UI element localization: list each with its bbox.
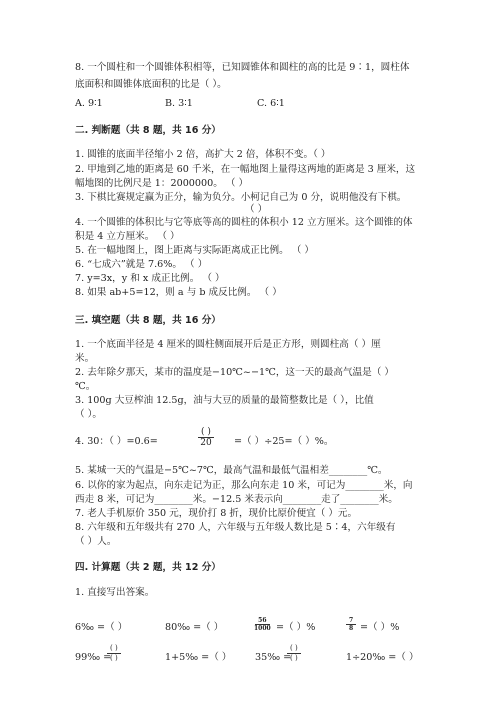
calc-intro: 1. 直接写出答案。 xyxy=(75,587,155,598)
judge-line-5: （ ） xyxy=(245,204,268,215)
fill-q4-fraction-numerator: ( ) xyxy=(198,427,214,438)
fill-q4-fraction-denominator: 20 xyxy=(200,438,212,448)
fill-line-4: ℃。 xyxy=(75,381,96,392)
calc-r1-c4-suffix: =（ ）% xyxy=(360,622,400,633)
fill-q4-prefix: 4. 30：（ ）=0.6= xyxy=(75,436,158,447)
judge-line-1: 1. 圆锥的底面半径缩小 2 倍，高扩大 2 倍，体积不变。（ ） xyxy=(75,149,331,160)
fill-q4-fraction xyxy=(198,427,214,448)
calc-r1-c3-numerator: 56 xyxy=(255,617,269,625)
fill-line-3: 2. 去年除夕那天，某市的温度是−10℃~−1℃，这一天的最高气温是（ ） xyxy=(75,367,394,378)
judge-line-10: 7. y=3x，y 和 x 成正比例。 （ ） xyxy=(75,273,225,284)
calc-r1-c4-numerator: 7 xyxy=(346,617,356,625)
fill-line-9: 西走 8 米，可记为________米。−12.5 米表示向________走了________米。 xyxy=(75,494,398,505)
fill-line-2: 米。 xyxy=(75,353,95,364)
calc-r2-c3-numerator: ( ) xyxy=(287,644,301,654)
judge-line-11: 8. 如果 ab+5=12，则 a 与 b 成反比例。 （ ） xyxy=(75,287,282,298)
q8-option-c: C. 6∶1 xyxy=(257,98,285,109)
fill-line-6: （ ）。 xyxy=(75,409,103,420)
judge-line-7: 积是 4 立方厘米。 （ ） xyxy=(75,231,180,242)
calc-r1-c1: 6‰ =（ ） xyxy=(75,622,128,633)
calc-r2-c1-prefix: 99‰ = xyxy=(75,652,112,663)
q8-line-1: 8. 一个圆柱和一个圆锥体积相等，已知圆锥体和圆柱的高的比是 9∶1，圆柱体 xyxy=(75,62,410,73)
judge-line-2: 2. 甲地到乙地的距离是 60 千米，在一幅地图上量得这两地的距离是 3 厘米，这 xyxy=(75,164,416,175)
calc-r1-c2: 80‰ =（ ） xyxy=(165,622,224,633)
calc-r2-c2: 1+5‰ =（ ） xyxy=(165,652,232,663)
fill-line-12: （ ）人。 xyxy=(75,536,117,547)
judge-line-3: 幅地图的比例尺是 1：2000000。 （ ） xyxy=(75,178,249,189)
q8-option-b: B. 3∶1 xyxy=(165,98,193,109)
fill-line-10: 7. 老人手机原价 350 元，现价打 8 折，现价比原价便宜（ ）元。 xyxy=(75,508,358,519)
calc-r2-c3-prefix: 35‰ = xyxy=(255,652,292,663)
fill-line-7: 5. 某城一天的气温是−5℃~7℃，最高气温和最低气温相差________℃。 xyxy=(75,465,388,476)
q8-option-a: A. 9∶1 xyxy=(75,98,103,109)
calc-r1-c3-fraction xyxy=(254,617,271,632)
calc-r1-c4-fraction xyxy=(346,617,356,632)
calc-r2-c1-denominator: ( ) xyxy=(110,654,118,662)
fill-line-11: 8. 六年级和五年级共有 270 人，六年级与五年级人数比是 5∶4，六年级有 xyxy=(75,522,396,533)
section-4-title: 四. 计算题（共 2 题，共 12 分） xyxy=(75,562,221,573)
fill-line-5: 3. 100g 大豆榨油 12.5g，油与大豆的质量的最简整数比是（ ），比值 xyxy=(75,395,374,406)
calc-r1-c3-denominator: 1000 xyxy=(254,625,271,632)
judge-line-8: 5. 在一幅地图上，图上距离与实际距离成正比例。 （ ） xyxy=(75,245,314,256)
judge-line-4: 3. 下棋比赛规定赢为正分，输为负分。小柯记自己为 0 分，说明他没有下棋。 xyxy=(75,192,407,203)
section-2-title: 二. 判断题（共 8 题，共 16 分） xyxy=(75,125,221,136)
judge-line-6: 4. 一个圆锥的体积比与它等底等高的圆柱的体积小 12 立方厘米。这个圆锥的体 xyxy=(75,217,413,228)
fill-line-1: 1. 一个底面半径是 4 厘米的圆柱侧面展开后是正方形，则圆柱高（ ）厘 xyxy=(75,339,381,350)
calc-r2-c3-denominator: ( ) xyxy=(290,654,298,662)
judge-line-9: 6. “七成六”就是 7.6%。 （ ） xyxy=(75,259,208,270)
calc-r2-c4: 1÷20‰ =（ ） xyxy=(346,652,419,663)
calc-r2-c3-fraction xyxy=(287,644,301,663)
calc-r1-c3-suffix: =（ ）% xyxy=(276,622,316,633)
calc-r1-c4-denominator: 8 xyxy=(349,625,354,632)
fill-line-8: 6. 以你的家为起点，向东走记为正，那么向东走 10 米，可记为________米，向 xyxy=(75,480,413,491)
calc-r2-c1-numerator: ( ) xyxy=(107,644,121,654)
calc-r2-c1-fraction xyxy=(107,644,121,663)
fill-q4-suffix: =（ ）÷25=（ ）%。 xyxy=(234,436,334,447)
q8-line-2: 底面积和圆锥体底面积的比是（ ）。 xyxy=(75,79,227,90)
section-3-title: 三. 填空题（共 8 题，共 16 分） xyxy=(75,315,221,326)
